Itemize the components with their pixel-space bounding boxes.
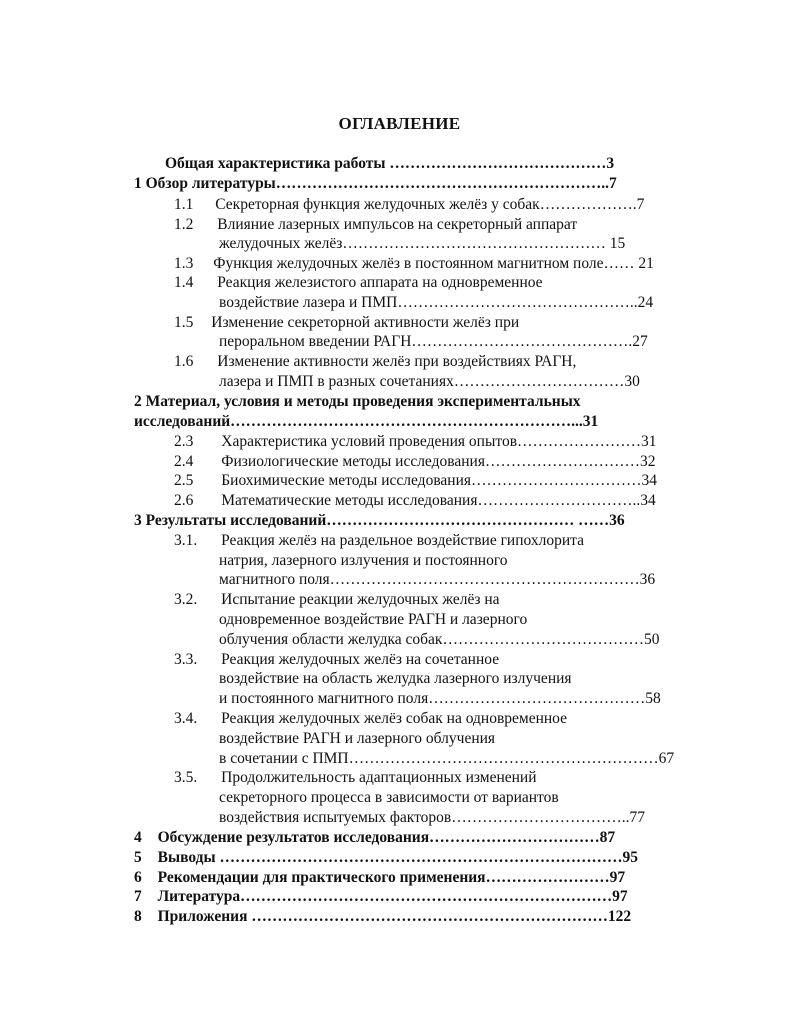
toc-entry: 3.4. Реакция желудочных желёз собак на одновременное: [174, 710, 567, 727]
section-number: 3.1.: [174, 532, 198, 549]
toc-entry: 3.1. Реакция желёз на раздельное воздействие гипохлорита: [174, 532, 585, 549]
section-number: 1.2: [174, 216, 194, 233]
toc-entry: 1.1 Секреторная функция желудочных желёз у собак……………….7: [174, 196, 645, 213]
toc-entry-continuation: секреторного процесса в зависимости от вариантов: [219, 789, 559, 806]
section-number: 1.3: [174, 255, 194, 272]
section-number: 1.6: [174, 353, 194, 370]
toc-entry: 3 Результаты исследований………………………………………… ……36: [134, 512, 625, 529]
toc-entry: 1.5 Изменение секреторной активности желёз при: [174, 314, 520, 331]
section-number: 1.4: [174, 274, 194, 291]
toc-entry: 4 Обсуждение результатов исследования……………………………87: [134, 829, 616, 846]
section-number: 6: [134, 869, 142, 886]
toc-entry-continuation: воздействие лазера и ПМП………………………………………..24: [219, 294, 654, 311]
toc-entry: 8 Приложения ……………………………………………………………122: [134, 908, 632, 925]
toc-entry: 5 Выводы ……………………………………………………………………95: [134, 849, 638, 866]
toc-entry: 2.3 Характеристика условий проведения опытов……………………31: [174, 433, 657, 450]
section-number: 8: [134, 908, 142, 925]
toc-entry: Общая характеристика работы ……………………………………3: [165, 155, 615, 172]
toc-entry: 2.6 Математические методы исследования…………………………..34: [174, 492, 656, 509]
section-number: 3.5.: [174, 769, 198, 786]
toc-entry: 3.5. Продолжительность адаптационных изменений: [174, 769, 537, 786]
toc-entry-continuation: в сочетании с ПМП……………………………………………………67: [219, 750, 675, 767]
toc-entry-continuation: одновременное воздействие РАГН и лазерного: [219, 611, 528, 628]
toc-entry-continuation: магнитного поля……………………………………………………36: [219, 571, 656, 588]
toc-entry-continuation: воздействие РАГН и лазерного облучения: [219, 730, 496, 747]
section-number: 5: [134, 849, 142, 866]
section-number: 2.4: [174, 453, 194, 470]
toc-entry: 1.4 Реакция железистого аппарата на одновременное: [174, 274, 543, 291]
toc-entry: 1.6 Изменение активности желёз при воздействиях РАГН,: [174, 353, 577, 370]
toc-entry: 1.3 Функция желудочных желёз в постоянном магнитном поле…… 21: [174, 255, 654, 272]
toc-entry-continuation: и постоянного магнитного поля……………………………………58: [219, 690, 661, 707]
toc-entry-continuation: облучения области желудка собак…………………………………50: [219, 631, 660, 648]
section-number: 2.5: [174, 472, 194, 489]
toc-entry: 3.3. Реакция желудочных желёз на сочетанное: [174, 651, 500, 668]
toc-entry: 1.2 Влияние лазерных импульсов на секреторный аппарат: [174, 216, 578, 233]
toc-entry-continuation: воздействия испытуемых факторов……………………………..77: [219, 809, 646, 826]
toc-entry-continuation: пероральном введении РАГН…………………………………….27: [219, 333, 648, 350]
toc-entry-continuation: лазера и ПМП в разных сочетаниях……………………………30: [219, 373, 640, 390]
section-number: 2.3: [174, 433, 194, 450]
toc-entry-continuation: натрия, лазерного излучения и постоянного: [219, 552, 508, 569]
toc-entry: 7 Литература………………………………………………………………97: [134, 888, 628, 905]
toc-entry-continuation: исследований…………………………………………………………...31: [134, 413, 599, 430]
section-number: 1.5: [174, 314, 194, 331]
toc-entry-continuation: желудочных желёз…………………………………………… 15: [219, 235, 626, 252]
toc-entry: 2.5 Биохимические методы исследования……………………………34: [174, 472, 658, 489]
section-number: 3.4.: [174, 710, 198, 727]
section-number: 3.3.: [174, 651, 198, 668]
section-number: 1.1: [174, 196, 194, 213]
section-number: 3.2.: [174, 591, 198, 608]
toc-entry: 3.2. Испытание реакции желудочных желёз на: [174, 591, 500, 608]
section-number: 7: [134, 888, 142, 905]
toc-entry: 1 Обзор литературы………………………………………………………..7: [134, 175, 617, 192]
toc-entry: 2 Материал, условия и методы проведения экспериментальных: [134, 393, 581, 410]
section-number: 4: [134, 829, 142, 846]
page-title: ОГЛАВЛЕНИЕ: [338, 114, 461, 133]
toc-entry-continuation: воздействие на область желудка лазерного излучения: [219, 670, 572, 687]
section-number: 2.6: [174, 492, 194, 509]
toc-entry: 2.4 Физиологические методы исследования…………………………32: [174, 453, 656, 470]
toc-entry: 6 Рекомендации для практического применения……………………97: [134, 869, 626, 886]
